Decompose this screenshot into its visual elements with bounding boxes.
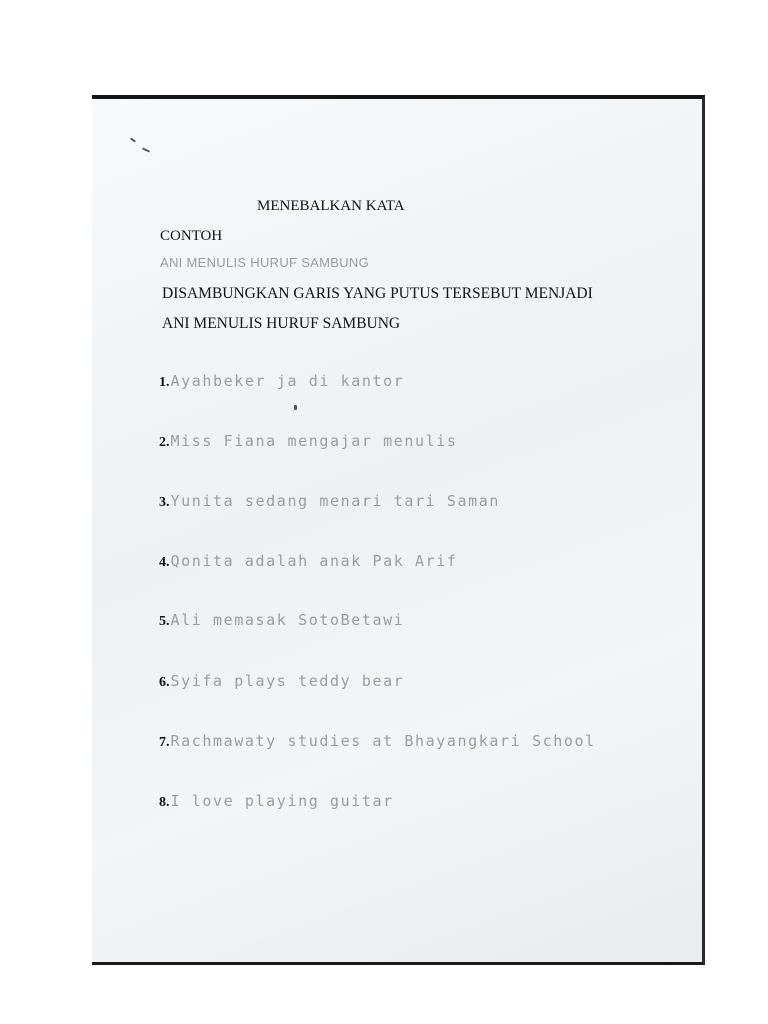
item-number: 6. [159,675,170,690]
exercise-item-4 [159,552,458,571]
item-number: 2. [159,435,170,450]
instruction-line-2: ANI MENULIS HURUF SAMBUNG [162,315,401,332]
paper-speck [294,405,297,410]
exercise-item-7 [159,732,596,751]
item-traced-text: Miss Fiana mengajar menulis [170,432,458,450]
item-number: 8. [159,795,170,810]
item-traced-text: Rachmawaty studies at Bhayangkari School [170,732,596,750]
exercise-item-8 [159,792,394,811]
paper-speck [130,137,136,142]
exercise-item-1 [159,372,404,391]
item-number: 1. [159,375,170,390]
instruction-line-1: DISAMBUNGKAN GARIS YANG PUTUS TERSEBUT MENJADI [162,285,593,302]
example-traced-text: ANI MENULIS HURUF SAMBUNG [160,255,370,270]
item-traced-text: Qonita adalah anak Pak Arif [170,552,458,570]
item-traced-text: Syifa plays teddy bear [170,672,405,690]
worksheet-title: MENEBALKAN KATA [257,198,405,214]
exercise-item-2 [159,432,458,451]
item-number: 5. [159,614,170,629]
item-traced-text: Yunita sedang menari tari Saman [170,492,501,510]
item-traced-text: I love playing guitar [170,792,394,810]
worksheet-paper [92,95,705,965]
paper-speck [142,147,150,152]
item-traced-text: Ayahbeker ja di kantor [170,372,405,390]
exercise-item-3 [159,492,500,511]
item-traced-text: Ali memasak SotoBetawi [170,611,405,629]
exercise-item-6 [159,672,404,691]
item-number: 4. [159,555,170,570]
exercise-item-5 [159,611,404,630]
item-number: 3. [159,495,170,510]
example-label: CONTOH [160,228,223,244]
item-number: 7. [159,735,170,750]
